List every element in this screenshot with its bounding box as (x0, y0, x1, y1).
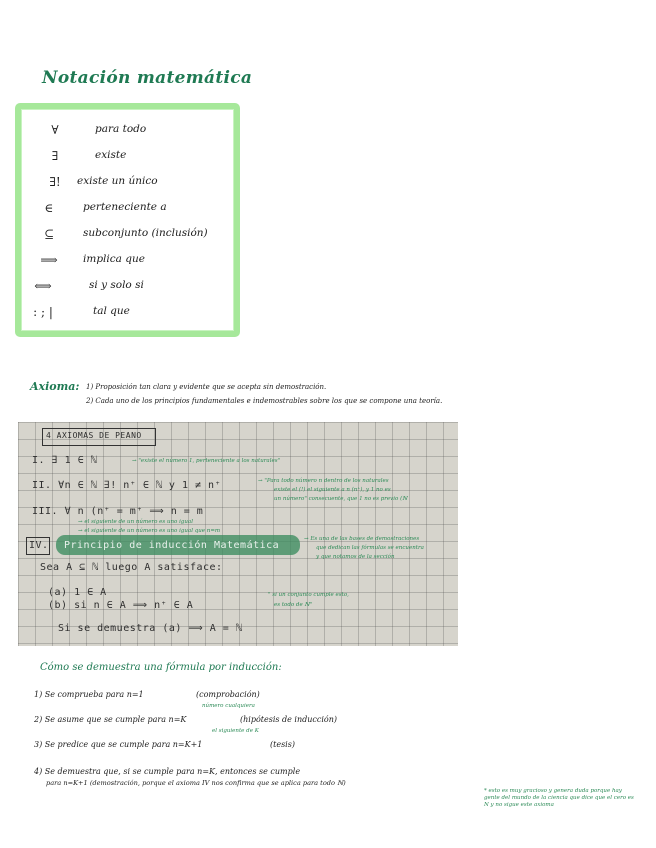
iff-symbol: ⟺ (34, 279, 52, 293)
induction-step-1-tag: (comprobación) (196, 690, 260, 699)
page-title: Notación matemática (42, 68, 253, 88)
axiom-4-condition-a: (a) 1 ∈ A (48, 587, 107, 598)
axiom-4-conclusion: Si se demuestra (a) ⟹ A = ℕ (58, 623, 243, 634)
notation-row (21, 279, 234, 299)
induction-step-4-continued: para n=K+1 (demostración, porque el axioma IV nos confirma que se aplica para todo ℕ) (46, 779, 346, 787)
exists-unique-symbol: ∃! (49, 175, 61, 189)
such-that-symbol: : ; | (33, 305, 53, 319)
induction-step-3: 3) Se predice que se cumple para n=K+1 (34, 740, 203, 749)
notation-meaning: tal que (93, 305, 130, 317)
notation-row (21, 123, 234, 143)
notation-meaning: perteneciente a (83, 201, 167, 213)
axiom-3-note: → el siguiente de un número es uno igual (78, 519, 193, 525)
axiom-4-set: Sea A ⊆ ℕ luego A satisface: (40, 562, 223, 573)
photo-heading: 4 AXIOMAS DE PEANO (46, 431, 142, 440)
notation-meaning: existe (95, 149, 127, 161)
induction-title: Cómo se demuestra una fórmula por inducción: (40, 662, 282, 673)
induction-step-2: 2) Se asume que se cumple para n=K (34, 715, 187, 724)
axiom-4-note: que dedican las fórmulas se encuentra (316, 545, 424, 551)
notation-row (21, 175, 234, 195)
axioma-label: Axioma: (30, 380, 80, 393)
axiom-3-note: → el siguiente de un número es uno igual que n=m (78, 528, 221, 534)
axiom-4-condition-note: es todo de ℕ" (274, 602, 313, 608)
axiom-2-note: un número" consecuente, que 1 no es previo (ℕ (274, 496, 408, 502)
notation-meaning: si y solo si (89, 279, 144, 291)
notation-meaning: existe un único (77, 175, 158, 187)
axiom-4-note: → Es una de las bases de demostraciones (304, 536, 420, 542)
notation-row (21, 305, 234, 325)
axioma-definition-1: 1) Proposición tan clara y evidente que se acepta sin demostración. (86, 383, 327, 391)
axiom-4-condition-b: (b) si n ∈ A ⟹ n⁺ ∈ A (48, 600, 194, 611)
notation-row (21, 253, 234, 273)
step-3-annotation: el siguiente de K (212, 728, 259, 734)
notation-meaning: subconjunto (inclusión) (83, 227, 208, 239)
axiom-3: III. ∀ n (n⁺ = m⁺ ⟹ n = m (32, 506, 204, 517)
induction-step-1: 1) Se comprueba para n=1 (34, 690, 144, 699)
notation-row (21, 201, 234, 221)
induction-step-4: 4) Se demuestra que, si se cumple para n=K, entonces se cumple (34, 767, 301, 776)
axiom-1: I. ∃ 1 ∈ ℕ (32, 455, 98, 466)
axiom-2-note: existe el (!) el siguiente a n (n⁺), y 1 no es (274, 487, 391, 493)
notation-box (15, 103, 240, 337)
axiom-2: II. ∀n ∈ ℕ ∃! n⁺ ∈ ℕ y 1 ≠ n⁺ (32, 480, 222, 491)
subset-symbol: ⊆ (43, 227, 55, 241)
axiom-1-note: → "existe el número 1, perteneciente a los naturales" (132, 458, 281, 464)
induction-step-3-tag: (tesis) (270, 740, 295, 749)
notation-row (21, 227, 234, 247)
step-2-annotation: número cualquiera (202, 703, 255, 709)
implies-symbol: ⟹ (40, 253, 58, 267)
axiom-4-note: y que notamos de la sección (316, 554, 395, 560)
axiom-2-note: → "Para todo número n dentro de los naturales (258, 478, 389, 484)
side-note: * esto es muy gracioso y genera duda porque hay gente del mundo de la ciencia que dice que el cero es N y no sigue este axioma (484, 788, 634, 808)
notation-meaning: implica que (83, 253, 145, 265)
axioma-definition-2: 2) Cada uno de los principios fundamentales e indemostrables sobre los que se compone una teoría. (86, 397, 443, 405)
peano-axioms-photo (18, 422, 458, 646)
axiom-4-condition-note: " si un conjunto cumple esto, (268, 592, 349, 598)
forall-symbol: ∀ (51, 123, 59, 137)
exists-symbol: ∃ (51, 149, 59, 163)
axiom-4: Principio de inducción Matemática (64, 540, 280, 551)
induction-step-2-tag: (hipótesis de inducción) (240, 715, 338, 724)
notation-meaning: para todo (95, 123, 147, 135)
element-of-symbol: ∈ (44, 201, 54, 215)
notation-row (21, 149, 234, 169)
axiom-4-number: IV. (29, 540, 49, 551)
